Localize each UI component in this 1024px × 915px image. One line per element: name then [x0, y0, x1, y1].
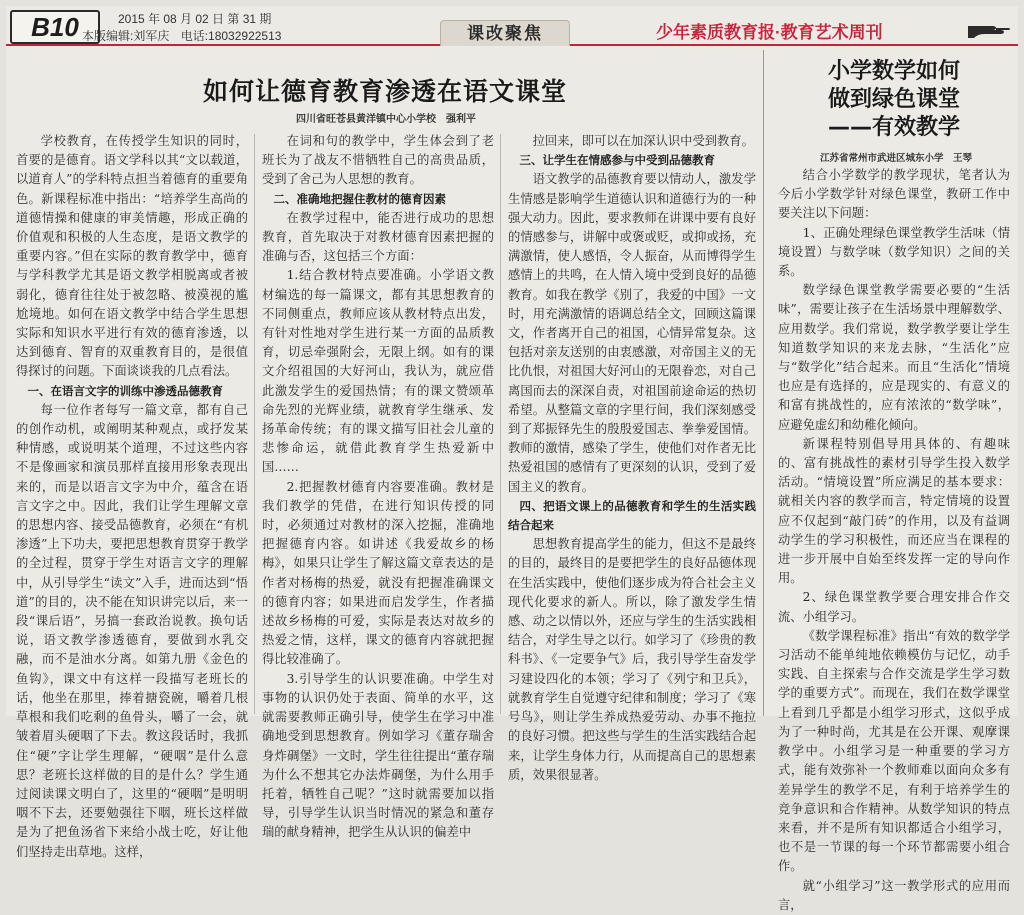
- column-divider: [254, 134, 255, 714]
- section-heading: 四、把语文课上的品德教育和学生的生活实践结合起来: [508, 498, 756, 533]
- pointing-hand-icon: [966, 18, 1010, 40]
- paragraph: 结合小学数学的教学现状，笔者认为今后小学数学针对绿色课堂，教研工作中要关注以下问题：: [778, 168, 1010, 221]
- editor-name: 本版编辑:刘军庆: [82, 29, 170, 43]
- main-article: [6, 50, 764, 859]
- column-divider: [500, 134, 501, 714]
- paragraph: 3.引导学生的认识要准确。中学生对事物的认识仍处于表面、简单的水平，这就需要教师正确引导，使学生在学习中准确地受到思想教育。例如学习《董存瑞舍身炸碉堡》一文时，学生往往提出“董存瑞为什么不想其它办法炸碉堡，为什么用手托着，牺牲自己呢？”这时就需要加以指导，引导学生认识当时情况的紧急和董存瑞的献身精神，把学生从认识的偏差中: [262, 671, 494, 840]
- side-title-line-3: ——有效教学: [827, 115, 960, 140]
- article-column-3: [508, 132, 756, 782]
- editor-phone: 电话:18032922513: [180, 29, 282, 43]
- paragraph: 就“小组学习”这一教学形式的应用而言，: [778, 878, 1010, 912]
- paragraph: 数学绿色课堂教学需要必要的“生活味”，需要让孩子在生活场景中理解数学、应用数学。我们常说，数学教学要让学生知道数学知识的来龙去脉，“生活化”应与“数学化”结合起来。而且“生活化”情境也应是有选择的，应是现实的、有意义的和富有挑战性的，应有浓浓的“数学味”，应避免虚幻和幼稚化倾向。: [778, 283, 1010, 432]
- side-article-title: [776, 58, 1012, 142]
- main-article-author: 四川省旺苍县黄洋镇中心小学校 强利平: [296, 114, 476, 125]
- side-title-line-2: 做到绿色课堂: [827, 87, 960, 112]
- paragraph: 新课程特别倡导用具体的、有趣味的、富有挑战性的素材引导学生投入数学活动。“情境设置”所应满足的基本要求：就相关内容的教学而言，特定情境的设置应不仅起到“敲门砖”的作用，以及有益调动学生的学习积极性，而还应当在课程的进一步开展中自始至终发挥一定的导向作用。: [778, 436, 1010, 586]
- paragraph: 2、绿色课堂教学要合理安排合作交流、小组学习。: [778, 590, 1010, 624]
- side-article-body: [778, 166, 1010, 912]
- newspaper-page: [6, 6, 1018, 912]
- side-article-author: 江苏省常州市武进区城东小学 王琴: [819, 153, 972, 164]
- paragraph: 2.把握教材德育内容要准确。教材是我们教学的凭借，在进行知识传授的同时，必须通过对教材的深入挖掘，准确地把握德育内容。如讲述《我爱故乡的杨梅》，如果只让学生了解这篇文章表达的是作者对杨梅的热爱，就没有把握准确课文的德育内容；如果进而启发学生，作者描述故乡杨梅的可爱，实际是表达对故乡的热爱之情，这样，课文的德育内容就把握得比较准确了。: [262, 479, 494, 667]
- section-heading: 三、让学生在情感参与中受到品德教育: [519, 153, 715, 168]
- paragraph: 拉回来，即可以在加深认识中受到教育。: [532, 134, 754, 148]
- paragraph: 1.结合教材特点要准确。小学语文教材编选的每一篇课文，都有其思想教育的不同侧重点，教师应该从教材特点出发，有针对性地对学生进行某一方面的品质教育，切忌牵强附会，无限上纲。如有的课文介绍祖国的大好河山，我认为，就应借此激发学生的爱国热情；有的课文赞颂革命先烈的光辉业绩，就教育学生继承、发扬革命传统；有的课文描写旧社会儿童的悲惨命运，就借此教育学生热爱新中国……: [262, 268, 494, 475]
- paragraph: 思想教育提高学生的能力，但这不是最终的目的，最终目的是要把学生的良好品德体现在生活实践中，使他们逐步成为符合社会主义现代化要求的新人。所以，除了激发学生情感、动之以情以外，还应与学生的生活实践相结合，对学生导之以行。如学习了《珍贵的教科书》、《一定要争气》后，我引导学生奋发学习建设四化的本领；学习了《列宁和卫兵》，就教育学生自觉遵守纪律和制度；学习了《寒号鸟》，则让学生养成热爱劳动、办事不拖拉的良好习惯。把这些与学生的生活实践结合起来，让学生身体力行，从而提高自己的思想素质，效果很显著。: [508, 537, 756, 782]
- main-article-title: 如何让德育教育渗透在语文课堂: [202, 77, 567, 106]
- editor-info: [82, 27, 289, 44]
- paragraph: 《数学课程标准》指出“有效的数学学习活动不能单纯地依赖模仿与记忆，动手实践、自主探索与合作交流是学生学习数学的重要方式”。而现在，我们在数学课堂上看到几乎都是小组学习形式，这似乎成为了一种时尚，尤其是在公开课、观摩课教学中。小组学习是一种重要的学习方式，能有效弥补一个教师难以面向众多有差异学生的教学不足，有利于培养学生的竞争意识和合作精神。从数学知识的特点来看，并不是所有知识都适合小组学习，也不是一节课的每一个环节都需要小组合作。: [778, 628, 1010, 874]
- page-number: B10: [10, 10, 100, 44]
- masthead: [6, 6, 1018, 46]
- section-heading: 一、在语言文字的训练中渗透品德教育: [27, 383, 223, 398]
- paragraph: 学校教育，在传授学生知识的同时，首要的是德育。语文学科以其“文以载道，以道育人”的学科特点担当着德育的重要角色。新课程标准中指出：“培养学生高尚的道德情操和健康的审美情趣，形成正确的价值观和积极的人生态度，是语文教学的重要内容。”但在实际的教育教学中，德育与学科教学尤其是语文教学相脱离或者被弱化，德育往往处于被忽略、被漠视的尴尬境地。如何在语文教学中结合学生思想实际和知识水平进行有效的德育渗透，以达到德育、智育的双重教育目的，是很值得探讨的问题。下面谈谈我的几点看法。: [16, 134, 248, 379]
- section-tab: 课改聚焦: [440, 20, 570, 46]
- issue-date: 2015 年 08 月 02 日 第 31 期: [118, 12, 272, 26]
- article-column-2: [262, 132, 494, 840]
- paper-name: 少年素质教育报·教育艺术周刊: [656, 23, 883, 42]
- article-column-1: [16, 132, 248, 859]
- section-heading: 二、准确地把握住教材的德育因素: [273, 191, 446, 206]
- paragraph: 语文教学的品德教育要以情动人，激发学生情感是影响学生道德认识和道德行为的一种强大动力。因此，要求教师在讲课中要有良好的情感参与，讲解中或褒或贬，或抑或扬，充满激情，使人感悟，令人振奋，从而博得学生感情上的共鸣，在人情入境中受到良好的品德教育。如我在教学《别了，我爱的中国》一文时，用充满激情的语调总结全文，回顾这篇课文，作者离开自己的祖国，心情异常复杂。这包括对亲友送别的由衷感激，对帝国主义的无比仇恨，对祖国大好河山的无限眷恋，对自己离国而去的深深自责，对祖国前途命运的热切希望。从整篇文章的字里行间，我们深刻感受到了郑振铎先生的殷殷爱国志、拳拳爱国情。教师的激情，感染了学生，使他们对作者无比热爱祖国的感情有了更深刻的认识，受到了爱国主义的教育。: [508, 172, 756, 494]
- paragraph: 1、正确处理绿色课堂教学生活味（情境设置）与数学味（数学知识）之间的关系。: [778, 225, 1010, 279]
- side-article: [766, 50, 1018, 912]
- paragraph: 在教学过程中，能否进行成功的思想教育，首先取决于对教材德育因素把握的准确与否，这包括三个方面：: [262, 210, 494, 264]
- side-title-line-1: 小学数学如何: [827, 59, 960, 84]
- paragraph: 在词和句的教学中，学生体会到了老班长为了战友不惜牺牲自己的高贵品质，受到了舍己为人思想的教育。: [262, 134, 494, 187]
- paragraph: 每一位作者每写一篇文章，都有自己的创作动机，或阐明某种观点，或抒发某种情感，或说明某个道理，不过这些内容不是像画家和演员那样直接用形象表现出来的，而是以语言文字为中介，蕴含在语言文字之中。因此，我们让学生理解文章的思想内容、接受品德教育，必须在“有机渗透”上下功夫，要把思想教育贯穿于教学的全过程，贯穿于学生对语言文字的理解中，从引导学生“读文”入手，进而达到“悟道”的目的，决不能在知识讲完以后，来一段“课后语”，另搞一套政治说教。换句话说，语文教学渗透德育，要做到水乳交融，而不是油水分离。如第九册《金色的鱼钩》，课文中有这样一段描写老班长的话，他坐在那里，捧着搪瓷碗，嚼着几根草根和我们吃剩的鱼骨头，嚼了一会，就皱着眉头硬咽了下去。教这段话时，我抓住“硬”字让学生理解，“硬咽”是什么意思？老班长这样做的目的是什么？学生通过阅读课文明白了，这里的“硬咽”是明明咽不下去，还要勉强往下咽，班长这样做是为了把鱼汤省下来给小战士吃，好让他们坚持走出草地。这样，: [16, 402, 248, 859]
